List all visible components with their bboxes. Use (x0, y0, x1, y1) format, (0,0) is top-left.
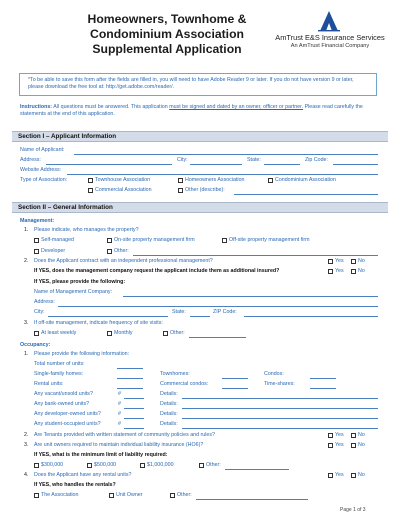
limit-1m-label: $1,000,000 (147, 462, 174, 468)
checkbox-500k[interactable] (87, 463, 92, 468)
bank-details-field[interactable] (182, 408, 378, 409)
checkbox-condominium[interactable] (268, 178, 273, 183)
applicant-name-field[interactable] (74, 154, 378, 155)
q2-sub-text: If YES, does the management company request the applicant include them as additional insured? (34, 268, 280, 274)
other-limit-label: Other: (206, 462, 221, 468)
limit-300k-label: $300,000 (41, 462, 64, 468)
vacant-units-label: Any vacant/unsold units? (34, 391, 93, 397)
vacant-details-field[interactable] (182, 398, 378, 399)
checkbox-1m[interactable] (140, 463, 145, 468)
weekly-label: At least weekly (41, 330, 77, 336)
applicant-name-label: Name of Applicant: (20, 147, 65, 153)
other-frequency-field[interactable] (189, 337, 246, 338)
instructions-label: Instructions: (20, 104, 53, 110)
q2sub-no-label: No (358, 268, 365, 274)
q2-yes-label: Yes (335, 258, 344, 264)
city-label: City: (177, 157, 188, 163)
condominium-label: Condominium Association (275, 177, 336, 183)
mgmt-zip-label: ZIP Code: (213, 309, 237, 315)
checkbox-weekly[interactable] (34, 331, 39, 336)
zip-label: Zip Code: (305, 157, 328, 163)
logo-subtitle: An AmTrust Financial Company (290, 43, 370, 49)
checkbox-unit-owner[interactable] (109, 493, 114, 498)
q5-no-label: No (358, 432, 365, 438)
condos-label: Condos: (264, 371, 284, 377)
bank-hash: # (118, 401, 121, 407)
q1-number: 1. (24, 227, 29, 233)
q6-yes-label: Yes (335, 442, 344, 448)
checkbox-commercial[interactable] (88, 188, 93, 193)
q2-text: Does the Applicant contract with an independent professional management? (34, 258, 213, 264)
q2-number: 2. (24, 258, 29, 264)
instructions-post: Please read carefully the statements at the end of this application. (20, 104, 363, 117)
q1-text: Please indicate, who manages the property? (34, 227, 139, 233)
checkbox-self-managed[interactable] (34, 238, 39, 243)
mgmt-state-field[interactable] (190, 316, 210, 317)
commercial-condos-field[interactable] (222, 388, 248, 389)
rentals-handler-text: If YES, who handles the rentals? (34, 482, 116, 488)
occ-q3-number: 3. (24, 442, 29, 448)
unit-owner-label: Unit Owner (116, 492, 143, 498)
mgmt-zip-field[interactable] (244, 316, 378, 317)
checkbox-homeowners[interactable] (178, 178, 183, 183)
title-line-1: Homeowners, Townhome & (87, 12, 247, 26)
condos-field[interactable] (310, 378, 336, 379)
amtrust-logo-icon (318, 10, 340, 32)
single-family-label: Single-family homes: (34, 371, 84, 377)
mgmt-company-field[interactable] (123, 296, 378, 297)
mgmt-address-field[interactable] (58, 306, 378, 307)
commercial-label: Commercial Association (95, 187, 152, 193)
q6-no-label: No (358, 442, 365, 448)
city-field[interactable] (190, 164, 242, 165)
offsite-firm-label: Off-site property management firm (229, 237, 310, 243)
other-manager-field[interactable] (133, 255, 378, 256)
developer-count-field[interactable] (124, 418, 144, 419)
bank-count-field[interactable] (124, 408, 144, 409)
student-hash: # (118, 421, 121, 427)
bank-owned-label: Any bank-owned units? (34, 401, 90, 407)
checkbox-other-type[interactable] (178, 188, 183, 193)
state-field[interactable] (264, 164, 300, 165)
occ-q4-text: Does the Applicant have any rental units? (34, 472, 132, 478)
developer-label: Developer (41, 248, 66, 254)
limit-500k-label: $500,000 (94, 462, 117, 468)
other-limit-field[interactable] (225, 469, 289, 470)
q7-no-checkbox[interactable] (351, 473, 356, 478)
single-family-field[interactable] (117, 378, 143, 379)
checkbox-other-manager[interactable] (107, 249, 112, 254)
student-details-label: Details: (160, 421, 178, 427)
address-field[interactable] (46, 164, 172, 165)
q3-number: 3. (24, 320, 29, 326)
q5-no-checkbox[interactable] (351, 433, 356, 438)
student-occupied-label: Any student-occupied units? (34, 421, 101, 427)
other-type-label: Other (describe): (185, 187, 225, 193)
townhouse-label: Townhouse Association (95, 177, 151, 183)
q7-yes-label: Yes (335, 472, 344, 478)
website-field[interactable] (67, 174, 378, 175)
mgmt-state-label: State: (172, 309, 186, 315)
timeshares-label: Time-shares: (264, 381, 295, 387)
checkbox-other-handler[interactable] (170, 493, 175, 498)
page-number: Page 1 of 3 (340, 507, 366, 513)
q3-text: If off-site management, indicate frequency of site visits: (34, 320, 163, 326)
checkbox-onsite-firm[interactable] (107, 238, 112, 243)
instructions-underlined: must be signed and dated by an owner, officer or partner. (169, 104, 304, 110)
student-details-field[interactable] (182, 428, 378, 429)
q5-yes-label: Yes (335, 432, 344, 438)
occ-q1-number: 1. (24, 351, 29, 357)
q2sub-yes-checkbox[interactable] (328, 269, 333, 274)
timeshares-field[interactable] (310, 388, 336, 389)
occ-q2-text: Are Tenants provided with written statement of community policies and rules? (34, 432, 215, 438)
other-frequency-label: Other: (170, 330, 185, 336)
townhomes-label: Townhomes: (160, 371, 190, 377)
q2-yes-checkbox[interactable] (328, 259, 333, 264)
address-label: Address: (20, 157, 41, 163)
logo-name: AmTrust E&S Insurance Services (275, 33, 385, 42)
checkbox-monthly[interactable] (107, 331, 112, 336)
townhomes-field[interactable] (222, 378, 248, 379)
mgmt-city-field[interactable] (48, 316, 168, 317)
association-label: The Association (41, 492, 79, 498)
total-units-field[interactable] (117, 368, 143, 369)
association-type-label: Type of Association: (20, 177, 68, 183)
instructions (20, 104, 380, 118)
q2sub-yes-label: Yes (335, 268, 344, 274)
state-label: State: (247, 157, 261, 163)
vacant-details-label: Details: (160, 391, 178, 397)
rental-units-label: Rental units: (34, 381, 64, 387)
title-line-2: Condominium Association (90, 27, 244, 41)
occ-q2-number: 2. (24, 432, 29, 438)
occ-q3-text: Are unit owners required to maintain individual liability insurance (HO6)? (34, 442, 204, 448)
commercial-condos-label: Commercial condos: (160, 381, 209, 387)
checkbox-offsite-firm[interactable] (222, 238, 227, 243)
checkbox-300k[interactable] (34, 463, 39, 468)
monthly-label: Monthly (114, 330, 133, 336)
adobe-notice: *To be able to save this form after the fields are filled in, you will need to have Adobe Reader 9 or later. If you do not have version 9 or later, please download the free tool at: http://get.adobe.com/reader/. (19, 73, 377, 96)
q5-yes-checkbox[interactable] (328, 433, 333, 438)
provide-following-heading: If YES, please provide the following: (34, 279, 126, 285)
other-type-field[interactable] (234, 194, 378, 195)
q2-no-checkbox[interactable] (351, 259, 356, 264)
developer-details-field[interactable] (182, 418, 378, 419)
q2-no-label: No (358, 258, 365, 264)
zip-field[interactable] (333, 164, 378, 165)
checkbox-developer[interactable] (34, 249, 39, 254)
q7-no-label: No (358, 472, 365, 478)
rental-units-field[interactable] (117, 388, 143, 389)
developer-details-label: Details: (160, 411, 178, 417)
self-managed-label: Self-managed (41, 237, 74, 243)
website-label: Website Address: (20, 167, 62, 173)
other-manager-label: Other: (114, 248, 129, 254)
checkbox-association[interactable] (34, 493, 39, 498)
homeowners-label: Homeowners Association (185, 177, 245, 183)
occupancy-heading: Occupancy: (20, 342, 51, 348)
instructions-text: All questions must be answered. This application (53, 104, 168, 110)
vacant-hash: # (118, 391, 121, 397)
mgmt-city-label: City: (34, 309, 45, 315)
mgmt-address-label: Address: (34, 299, 55, 305)
developer-owned-label: Any developer-owned units? (34, 411, 101, 417)
occ-q1-text: Please provide the following information: (34, 351, 130, 357)
mgmt-company-label: Name of Management Company: (34, 289, 113, 295)
other-handler-field[interactable] (196, 499, 308, 500)
min-limit-text: If YES, what is the minimum limit of liability required: (34, 452, 168, 458)
header (0, 0, 400, 70)
total-units-label: Total number of units: (34, 361, 85, 367)
section-2-header: Section II – General Information (12, 202, 388, 213)
student-count-field[interactable] (124, 428, 144, 429)
bank-details-label: Details: (160, 401, 178, 407)
q2sub-no-checkbox[interactable] (351, 269, 356, 274)
onsite-firm-label: On-site property management firm (114, 237, 195, 243)
occ-q4-number: 4. (24, 472, 29, 478)
title-line-3: Supplemental Application (92, 42, 242, 56)
checkbox-other-frequency[interactable] (163, 331, 168, 336)
checkbox-other-limit[interactable] (199, 463, 204, 468)
checkbox-townhouse[interactable] (88, 178, 93, 183)
management-heading: Management: (20, 218, 55, 224)
developer-hash: # (118, 411, 121, 417)
form-title (74, 12, 260, 57)
q7-yes-checkbox[interactable] (328, 473, 333, 478)
section-1-header: Section I – Applicant Information (12, 131, 388, 142)
vacant-count-field[interactable] (124, 398, 144, 399)
q6-no-checkbox[interactable] (351, 443, 356, 448)
other-handler-label: Other: (177, 492, 192, 498)
q6-yes-checkbox[interactable] (328, 443, 333, 448)
